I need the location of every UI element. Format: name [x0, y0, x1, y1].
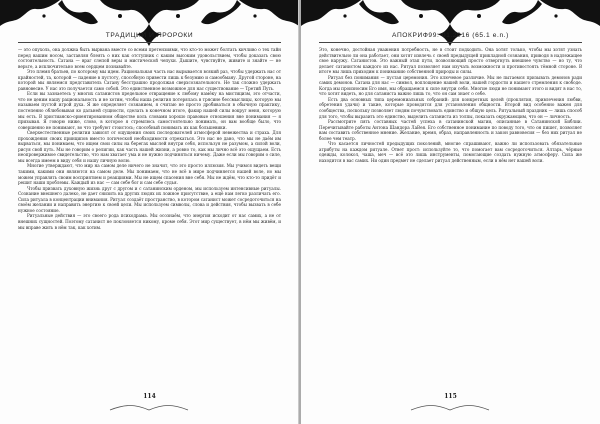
paragraph: Что касается личностей предыдущих поколений, многие спрашивают, важно ли использовать обязательные атрибуты на каждом ритуале. Ответ прост: используйте то, что помогает вам сосредоточиться. Алтарь, чёрные одежды, колокол, чаша, меч — всё это лишь инструменты, помогающие создать нужную атмосферу. Сила же находится в вас самих. Ни один предмет не сделает ритуал действенным, если в нём нет вашей воли. — [319, 141, 582, 163]
body-text — [319, 47, 582, 392]
paragraph: Если вы зазнаетесь у многих сатанистов предельное отвращение к любому намёку на мистицизм, это отчасти, что не ценим нашу рациональность и не хотим, чтобы наша религия потерялась в трясине бессмыслицы, которую мы называем пустой игрой духа. Я же определяет сознанием, я считаю не просто дробиваться в обычную практику, постепенно облюбовывая ко дальней сущности, сделать в конечном итоге, факир нашей силы вокруг меня, которую мы есть. В христианско-ориентированном обществе коль словами хорошо правовые отношения вне понимания — я призывая. Я говорю ниже, слово, в которое я стремлюсь самостоятельно понимать, он вам вообще было, что совершенно не понимают, во что требуют стоистось; способный понимать их как большевики. — [18, 91, 281, 130]
paragraph: Это племя братьев, по которому мы идем. Рациональная часть нас вырывается всякий раз, чтобы удержать нас от крайностей, та, которой — падение в пустоту, способную привести лишь к безумию и самообману. Другой стороне, на которой мы являемся представитель Сатану бесстрашно продолжая сверхсознательного. Не так сложно удержать равновесие. У нас это получается само собой. Это единственное возможное для нас существование — Третий Путь. — [18, 69, 281, 91]
paragraph: Сверхестественные религии зависят от ощущения своих последователей атмосферой невежества и страха. Для прохождения своих принципов вместо логической необходимости отрекаться. Это нас не дано, что мы не даём им вырваться, мы понимаем, что ищем свои силы на берегах мыслей внутри себя, используя не разумом, а силой воли, рисуя свой путь. Мы не говорим о религии, как часть нашей жизни, а ровно то, как мы лично всё это ощущаем. Есть неопровержимое свидетельство, что нам хватает ума и не нужно подчиняться ничему. Даже если мы говорим о силе, мы всегда имеем в виду себя и нашу личную волю. — [18, 130, 281, 163]
header-rule — [319, 42, 582, 43]
paragraph: — это опухоль, она должна быть вырвана вместе со всеми претензиями, что кто-то может болтать кичливо о тех тайн перед вашим носом, заставляя блеять о них как отступник с каким высоким удовольствием, чтобы доказать свою состоятельность. Сатана — враг слепой веры и мистической чепухи. Дышите, чувствуйте, живите и знайте — не верьте, а исключительно всем сердцем познавайте. — [18, 47, 281, 69]
paragraph: Ритуал без понимания — пустая церемония. Это ключевое различие. Мы не пытаемся призывать демонов ради самих демонов. Сатана для нас — символ, воплощение нашей воли, нашей гордости и нашего стремления к свободе. Когда мы произносим Его имя, мы обращаемся к силе внутри себя. Многие люди не понимают этого и видят в нас то, что хотят видеть, но для сатаниста важно лишь то, что он сам знает о себе. — [319, 74, 582, 97]
running-head: АПОКРИФ99: 01.2016 (65.1 e.n.) — [392, 32, 509, 39]
paragraph: Есть два основных типа церемониальных собраний: для конкретных целей (проклятия, привлечения любви, обретения удачи) и такие, которые проводятся для установления общности. Второй вид особенно важен для сообщества, поскольку позволяет людям почувствовать единство и общую цель. Ритуальный праздник — лишь способ для того, чтобы выразить это единство, выделить сатаниста из толпы, показать окружающим, что он — личность. — [319, 96, 582, 119]
paragraph: Это, конечно, достойная уважения потребность, не в стоит подходить. Она хотят только, чтобы мы хотят узнать действительно ли она работает, они хотят извлечь с своей предыдущей прикладной сознания, приводя в надлежащее свое наружу. Сатанистов. Это важный этап пути, позволяющий просто отвергнуть внешнее чувство — но ту, что делает сатанистом каждого из нас. Ритуал позволяет нам изучать возможности и противостоять тёмной стороне. В итоге мы лишь приходим к пониманию собственной природы и силы. — [319, 47, 582, 75]
running-head: ТРАДИЦИИ И ПРОРОКИ — [105, 32, 194, 39]
baroque-ornament-top-left — [0, 0, 299, 48]
footer-ornament — [301, 400, 600, 424]
right-page — [301, 0, 600, 424]
baroque-ornament-top-right — [301, 0, 600, 48]
page-number: 115 — [444, 393, 457, 400]
body-text — [18, 47, 281, 392]
paragraph: Ритуальные действия — это своего рода психодрама. Мы осознаём, что энергия исходит от нас самих, а не от внешних сущностей. Поэтому сатанист не поклоняется никому, кроме себя. Этот мир существует, в нём мы живём, и мы вправе жить в нём так, как хотим. — [18, 213, 281, 230]
paragraph: Чтобы призвать духовную жизнь друг с другом и с сатанинским орденом, мы используем интенсивные ритуалы. Сознание внешнего далеко, не дает снизить на других людях их ложное присутствие, а ещё нам легко различать его. Сила ритуала в концентрации внимания. Ритуал создаёт пространство, в котором сатанист может сосредоточиться на своём желании и направить энергию к своей цели. Мы используем символы, слова и действия, чтобы вызвать в себе нужное состояние. — [18, 185, 281, 213]
paragraph: Рассмотрите пять составных частей успеха в сатанинской магии, описанные в Сатанинской Библии. Перечитывайте работы Антона Шандора ЛаВея. Его собственное понимание по поводу того, что он пишет, позволяет вам составить собственное мнение. Желание, время, образ, направленность и закон равновесия — без них ритуал не более чем театр. — [319, 119, 582, 141]
header-rule — [18, 42, 281, 43]
paragraph: Многие утверждают, что мир на самом деле ничего не значит, что это просто иллюзия. Мы учимся видеть вещи такими, какими они являются на самом деле. Мы понимаем, что не всё в мире подчиняется нашей воле, но мы можем управлять своим восприятием и реакциями. Мы не ищем спасения вне себя. Мы не ждём, что кто-то придёт и решит наши проблемы. Каждый из нас — сам себе бог и сам себе судья. — [18, 163, 281, 186]
page-number: 114 — [143, 393, 156, 400]
footer-ornament — [0, 400, 299, 424]
left-page — [0, 0, 299, 424]
